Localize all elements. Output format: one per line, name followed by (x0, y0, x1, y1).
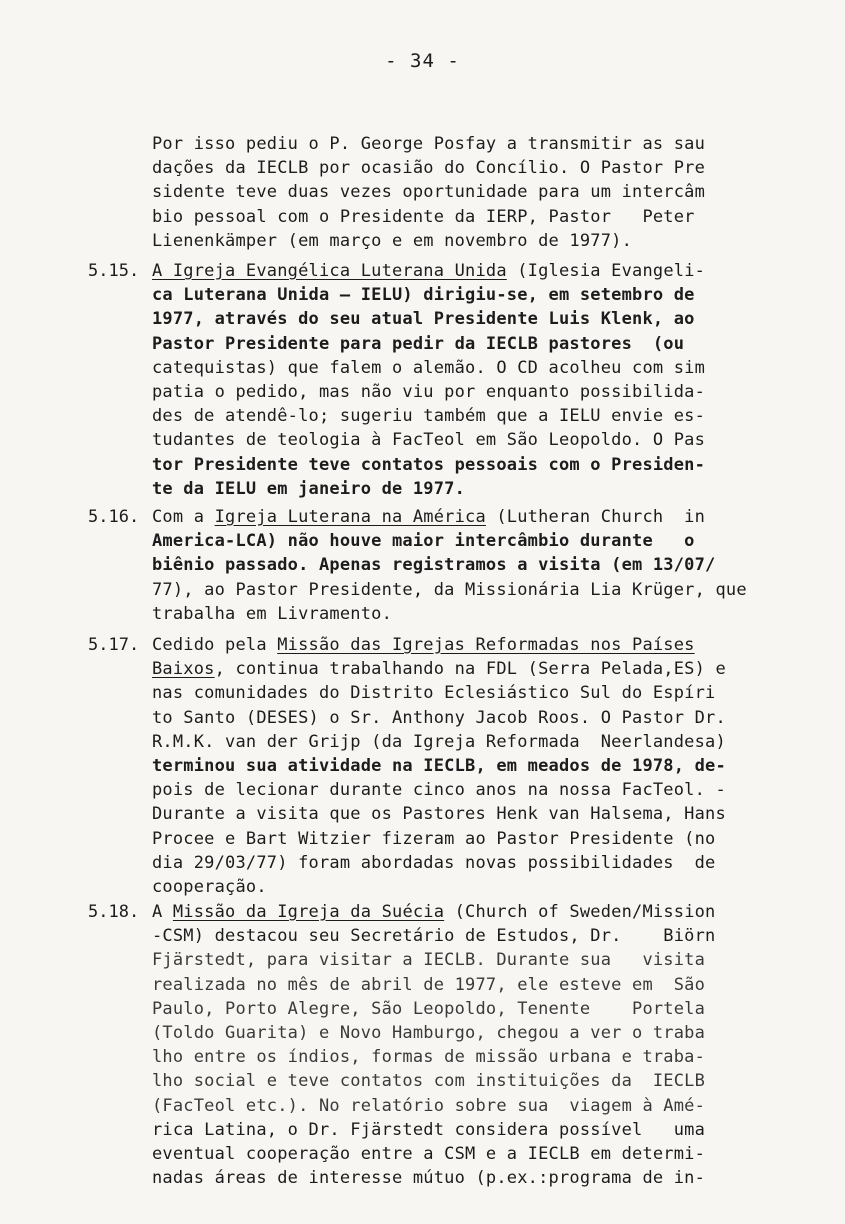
section-body (152, 633, 752, 899)
text-line: America-LCA) não houve maior intercâmbio durante o (152, 531, 695, 552)
section-heading-line (152, 505, 752, 529)
text-line: trabalha em Livramento. (152, 603, 393, 624)
text-span: Cedido pela (152, 635, 278, 655)
section-heading-continued: Baixos (152, 659, 215, 680)
text-line: des de atendê-lo; sugeriu também que a IELU envie es- (152, 406, 706, 427)
text-line: Lienenkämper (em março e em novembro de 1977). (152, 230, 633, 251)
section-number: 5.15. (88, 261, 140, 281)
text-line: (Toldo Guarita) e Novo Hamburgo, chegou a ver o traba (152, 1023, 706, 1044)
page-number: - 34 - (385, 50, 460, 72)
text-line: cooperação. (152, 877, 267, 898)
section-heading-line (152, 633, 752, 657)
text-line: to Santo (DESES) o Sr. Anthony Jacob Roos. O Pastor Dr. (152, 707, 726, 728)
text-span: Com a (152, 507, 215, 527)
text-line: Durante a visita que os Pastores Henk van Halsema, Hans (152, 804, 726, 825)
text-line: terminou sua atividade na IECLB, em meados de 1978, de- (152, 756, 726, 777)
text-line: rica Latina, o Dr. Fjärstedt considera possível uma (152, 1119, 706, 1140)
section-heading: Igreja Luterana na América (214, 507, 486, 527)
text-span: , continua trabalhando na FDL (Serra Pelada,ES) e (214, 659, 726, 680)
section-heading: Missão das Igrejas Reformadas nos Países (277, 635, 695, 655)
text-line: Por isso pediu o P. George Posfay a transmitir as sau (152, 134, 706, 154)
text-line: tudantes de teologia à FacTeol em São Leopoldo. O Pas (152, 430, 706, 451)
text-line: dia 29/03/77) foram abordadas novas possibilidades de (152, 852, 716, 873)
intro-paragraph (152, 132, 742, 253)
text-line: patia o pedido, mas não viu por enquanto possibilida- (152, 382, 706, 403)
text-line: Procee e Bart Witzier fizeram ao Pastor Presidente (no (152, 828, 716, 849)
text-span: A (152, 902, 173, 922)
text-line: eventual cooperação entre a CSM e a IECLB em determi- (152, 1144, 706, 1165)
text-line: lho social e teve contatos com instituições da IECLB (152, 1071, 706, 1092)
text-line: pois de lecionar durante cinco anos na nossa FacTeol. - (152, 780, 726, 801)
section-heading: Missão da Igreja da Suécia (172, 902, 445, 922)
text-line: (FacTeol etc.). No relatório sobre sua viagem à Amé- (152, 1095, 706, 1116)
text-line: nas comunidades do Distrito Eclesiástico Sul do Espíri (152, 683, 716, 704)
text-span: (Church of Sweden/Mission (444, 902, 716, 922)
text-line: lho entre os índios, formas de missão urbana e traba- (152, 1047, 706, 1068)
section-number: 5.17. (88, 635, 140, 655)
section-body (152, 259, 752, 501)
text-line: ca Luterana Unida – IELU) dirigiu-se, em setembro de (152, 285, 695, 306)
text-line: catequistas) que falem o alemão. O CD acolheu com sim (152, 357, 706, 378)
section-body (152, 505, 752, 626)
text-line: -CSM) destacou seu Secretário de Estudos, Dr. Biörn (152, 926, 716, 947)
text-line: R.M.K. van der Grijp (da Igreja Reformada Neerlandesa) (152, 731, 726, 752)
text-line: Pastor Presidente para pedir da IECLB pastores (ou (152, 333, 685, 354)
text-line: dações da IECLB por ocasião do Concílio. O Pastor Pre (152, 158, 706, 179)
text-line: realizada no mês de abril de 1977, ele esteve em São (152, 974, 706, 995)
section-heading-line (152, 259, 752, 283)
text-line: Fjärstedt, para visitar a IECLB. Durante sua visita (152, 950, 706, 971)
section-body (152, 900, 752, 1190)
text-line: 77), ao Pastor Presidente, da Missionária Lia Krüger, que (152, 579, 747, 600)
text-line: biênio passado. Apenas registramos a visita (em 13/07/ (152, 555, 716, 576)
text-line: te da IELU em janeiro de 1977. (152, 478, 466, 499)
section-number: 5.18. (88, 902, 140, 922)
text-line: sidente teve duas vezes oportunidade para um intercâm (152, 182, 706, 203)
text-span: (Iglesia Evangeli- (506, 261, 706, 281)
text-span: (Lutheran Church in (485, 507, 706, 527)
text-line: 1977, através do seu atual Presidente Luis Klenk, ao (152, 309, 695, 330)
text-line: Paulo, Porto Alegre, São Leopoldo, Tenente Portela (152, 998, 706, 1019)
section-heading-line (152, 657, 752, 681)
section-number: 5.16. (88, 507, 140, 527)
text-line: bio pessoal com o Presidente da IERP, Pastor Peter (152, 206, 695, 227)
text-line: tor Presidente teve contatos pessoais com o Presiden- (152, 454, 706, 475)
section-heading-line (152, 900, 752, 924)
text-line: nadas áreas de interesse mútuo (p.ex.:programa de in- (152, 1168, 706, 1189)
section-heading: A Igreja Evangélica Luterana Unida (152, 261, 507, 281)
